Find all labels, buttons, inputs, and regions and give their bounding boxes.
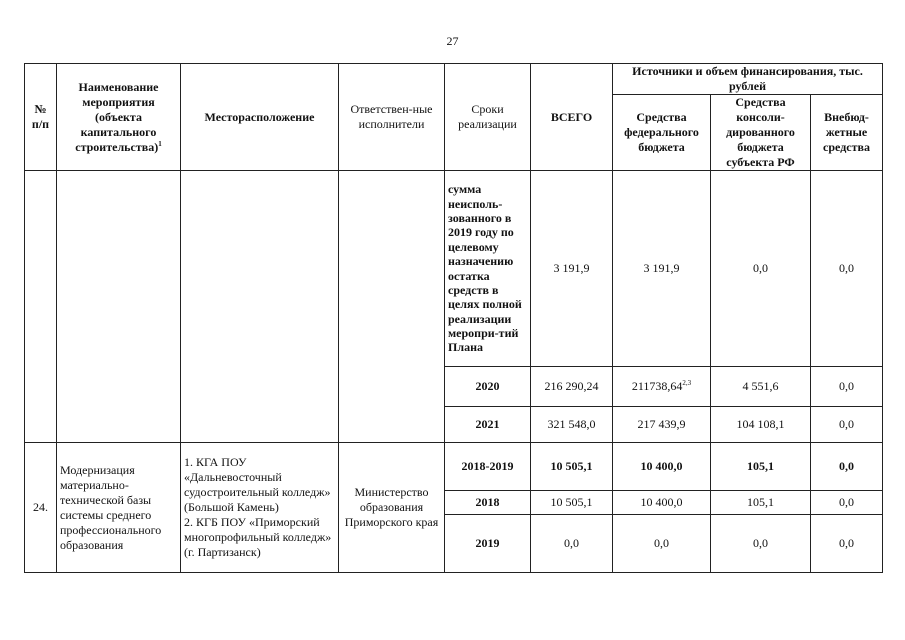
row-new-name: Модернизация материально-технической базы системы среднего профессионального образования: [57, 443, 181, 573]
row-cont-note-federal: 3 191,9: [613, 171, 711, 367]
row-new-num: 24.: [25, 443, 57, 573]
row-cont-2020-extra: 0,0: [811, 367, 883, 407]
header-executors: Ответствен-ные исполнители: [339, 64, 445, 171]
row-cont-note-regional: 0,0: [711, 171, 811, 367]
row-new-total: 0,0: [531, 515, 613, 573]
row-cont-name: [57, 171, 181, 443]
row-new-extra: 0,0: [811, 443, 883, 491]
header-terms: Сроки реализации: [445, 64, 531, 171]
row-new-term: 2018-2019: [445, 443, 531, 491]
header-funding: Источники и объем финансирования, тыс. рублей: [613, 64, 883, 95]
header-num-text: № п/п: [31, 102, 50, 131]
financing-table: [24, 63, 883, 573]
header-federal: Средства федерального бюджета: [613, 95, 711, 171]
row-cont-2021-regional: 104 108,1: [711, 407, 811, 443]
row-new-federal: 10 400,0: [613, 491, 711, 515]
row-cont-2020-federal: 211738,64$^{2,3}$: [613, 367, 711, 407]
row-cont-location: [181, 171, 339, 443]
row-cont-executor: [339, 171, 445, 443]
row-new-extra: 0,0: [811, 515, 883, 573]
row-cont-note-extra: 0,0: [811, 171, 883, 367]
federal-2020-footnote: 2,3: [682, 379, 692, 387]
location-1: 1. КГА ПОУ «Дальневосточный судостроительный колледж» (Большой Камень): [184, 455, 331, 514]
row-new-total: 10 505,1: [531, 443, 613, 491]
header-location: Месторасположение: [181, 64, 339, 171]
row-new-location: [181, 443, 339, 573]
row-cont-2021-extra: 0,0: [811, 407, 883, 443]
row-cont-2021-term: 2021: [445, 407, 531, 443]
row-cont-2021-total: 321 548,0: [531, 407, 613, 443]
row-new-regional: 0,0: [711, 515, 811, 573]
row-cont-note: сумма неисполь-зованного в 2019 году по целевому назначению остатка средств в целях полной реализации меропри-тий Плана: [445, 171, 531, 367]
header-extra: Внебюд-жетные средства: [811, 95, 883, 171]
row-new-term: 2018: [445, 491, 531, 515]
header-name-footnote: 1: [158, 139, 162, 148]
header-num: [25, 64, 57, 171]
row-new-total: 10 505,1: [531, 491, 613, 515]
header-total: ВСЕГО: [531, 64, 613, 171]
row-cont-2021-federal: 217 439,9: [613, 407, 711, 443]
row-cont-2020-term: 2020: [445, 367, 531, 407]
row-new-federal: 10 400,0: [613, 443, 711, 491]
row-new-executor: Министерство образования Приморского края: [339, 443, 445, 573]
row-cont-note-total: 3 191,9: [531, 171, 613, 367]
row-new-regional: 105,1: [711, 443, 811, 491]
row-cont-2020-regional: 4 551,6: [711, 367, 811, 407]
row-cont-2020-total: 216 290,24: [531, 367, 613, 407]
row-new-term: 2019: [445, 515, 531, 573]
row-cont-num: [25, 171, 57, 443]
row-new-federal: 0,0: [613, 515, 711, 573]
row-new-regional: 105,1: [711, 491, 811, 515]
header-name: Наименование мероприятия (объекта капитального строительства)$^1$: [57, 64, 181, 171]
header-regional: Средства консоли-дированного бюджета субъекта РФ: [711, 95, 811, 171]
page-number: 27: [446, 34, 459, 48]
row-new-extra: 0,0: [811, 491, 883, 515]
location-2: 2. КГБ ПОУ «Приморский многопрофильный колледж» (г. Партизанск): [184, 515, 332, 559]
